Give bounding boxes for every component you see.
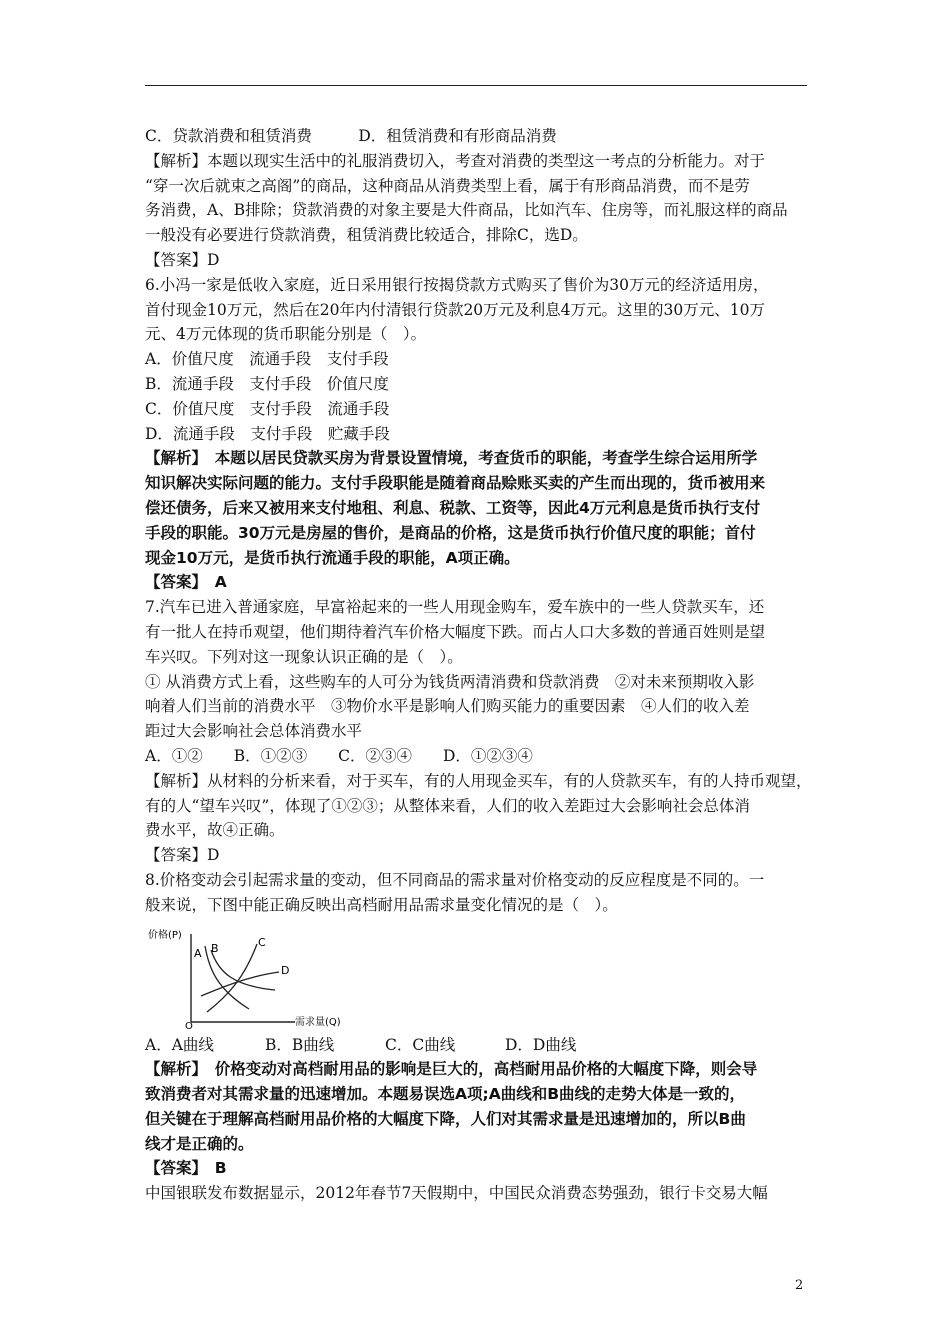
document-body [145,124,810,1206]
analysis-block-q6 [145,446,810,595]
text-line: 8.价格变动会引起需求量的变动，但不同商品的需求量对价格变动的反应程度是不同的。一 [145,870,765,889]
text-line: D．流通手段 支付手段 贮藏手段 [145,424,390,443]
text-line: 有的人“望车兴叹”，体现了①②③；从整体来看，人们的收入差距过大会影响社会总体消 [145,796,750,815]
text-line: ① 从消费方式上看，这些购车的人可分为钱货两清消费和贷款消费 ②对未来预期收入影 [145,672,755,691]
text-block-q5-q6 [145,124,810,446]
text-line: B．流通手段 支付手段 价值尺度 [145,374,389,393]
demand-curve-figure [145,924,810,1029]
curve-label-b: B [211,941,219,955]
q8-option-c: C．C曲线 [385,1035,456,1054]
text-line: 一般没有必要进行贷款消费，租赁消费比较适合，排除C，选D。 [145,226,588,245]
q8-option-d: D．D曲线 [505,1035,577,1054]
y-axis-label: 价格(P) [148,929,182,941]
page-number: 2 [795,1278,804,1293]
text-line: 响着人们当前的消费水平 ③物价水平是影响人们购买能力的重要因素 ④人们的收入差 [145,697,750,716]
q8-option-a: A．A曲线 [145,1035,214,1054]
text-line: 6.小冯一家是低收入家庭，近日采用银行按揭贷款方式购买了售价为30万元的经济适用房， [145,275,769,294]
analysis-block-q8 [145,1057,810,1181]
text-line: A．①② B．①②③ C．②③④ D．①②③④ [145,746,533,765]
origin-label: O [185,1020,193,1029]
text-line: 现金10万元，是货币执行流通手段的职能，A项正确。 [145,548,520,567]
text-line: 【解析】 价格变动对高档耐用品的影响是巨大的，高档耐用品价格的大幅度下降，则会导 [145,1060,758,1079]
header-rule [145,85,807,86]
text-line: C．贷款消费和租赁消费 D．租赁消费和有形商品消费 [145,127,557,145]
text-line: 线才是正确的。 [145,1134,254,1153]
text-block-q7-q8 [145,595,810,917]
text-line: 【答案】 B [145,1159,227,1178]
text-line: 偿还债务，后来又被用来支付地租、利息、税款、工资等，因此4万元利息是货币执行支付 [145,498,761,517]
curve-label-a: A [194,946,202,960]
text-line: 中国银联发布数据显示，2012年春节7天假期中，中国民众消费态势强劲，银行卡交易大幅 [145,1184,768,1203]
text-line: 费水平，故④正确。 [145,821,285,840]
text-line: 但关键在于理解高档耐用品价格的大幅度下降，人们对其需求量是迅速增加的，所以B曲 [145,1109,746,1128]
x-axis-label: 需求量(Q) [295,1016,341,1028]
curve-label-c: C [258,935,266,949]
text-line: “穿一次后就束之高阁”的商品，这种商品从消费类型上看，属于有形商品消费，而不是劳 [145,176,750,195]
curve-label-d: D [281,963,290,977]
text-line: 致消费者对其需求量的迅速增加。本题易误选A项;A曲线和B曲线的走势大体是一致的， [145,1085,746,1104]
q8-options [145,1033,810,1058]
text-line: 知识解决实际问题的能力。支付手段职能是随着商品赊账买卖的产生而出现的，货币被用来 [145,474,766,493]
text-line: 7.汽车已进入普通家庭，早富裕起来的一些人用现金购车，爱车族中的一些人贷款买车，还 [145,598,765,617]
text-block-bottom [145,1181,810,1206]
text-line: 【答案】 A [145,573,227,592]
demand-curve-svg [145,924,345,1029]
text-line: 有一批人在持币观望，他们期待着汽车价格大幅度下跌。而占人口大多数的普通百姓则是望 [145,622,766,641]
text-line: 首付现金10万元，然后在20年内付清银行贷款20万元及利息4万元。这里的30万元、10万 [145,300,765,319]
curve-d [201,972,279,996]
text-line: 车兴叹。下列对这一现象认识正确的是（ ）。 [145,647,463,666]
text-line: 元、4万元体现的货币职能分别是（ ）。 [145,325,427,344]
text-line: 【解析】本题以现实生活中的礼服消费切入，考查对消费的类型这一考点的分析能力。对于 [145,151,766,170]
text-line: 手段的职能。30万元是房屋的售价，是商品的价格，这是货币执行价值尺度的职能；首付 [145,523,756,542]
text-line: 般来说，下图中能正确反映出高档耐用品需求量变化情况的是（ ）。 [145,895,618,914]
text-line: 务消费，A、B排除；贷款消费的对象主要是大件商品，比如汽车、住房等，而礼服这样的商品 [145,201,788,220]
text-line: 距过大会影响社会总体消费水平 [145,722,363,741]
text-line: 【答案】D [145,846,220,865]
curve-a [205,946,249,1009]
text-line: C．价值尺度 支付手段 流通手段 [145,399,390,418]
text-line: 【解析】 本题以居民贷款买房为背景设置情境，考查货币的职能，考查学生综合运用所学 [145,449,758,468]
q8-option-b: B．B曲线 [265,1035,335,1054]
text-line: A．价值尺度 流通手段 支付手段 [145,350,389,369]
text-line: 【解析】从材料的分析来看，对于买车，有的人用现金买车，有的人贷款买车，有的人持币观望， [145,771,812,790]
text-line: 【答案】D [145,250,220,269]
